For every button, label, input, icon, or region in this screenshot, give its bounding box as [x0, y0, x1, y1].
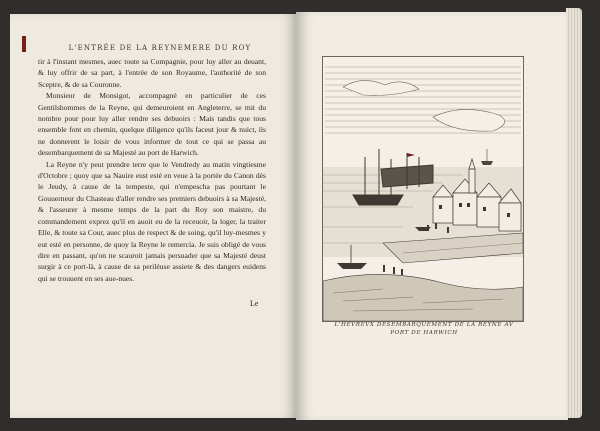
paragraph: La Reyne n'y peut prendre terre que le Vendredy au matin vingtiesme d'Octobre ; quoy que sa Nauire eust esté en veue à la portée du Canon dés le Jeudy, à cause de la tempeste, qui n'empescha pas pourtant le Gouuerneur du Chasteau d'aller rendre ses premiers debuoirs à sa Majesté, & l'asseurer à mesme temps de la part du Roy son maistre, du commandement exprez qu'il en auoit eu de la receuoir, la loger, la traiter Elle, & toute sa Cour, auec plus de respect & de soing, qu'il luy-mesmes y eut esté en personne, de quoy la Reyne le remercia. Je suis obligé de vous dire en passant, qu'on ne scauroit jamais persuader que sa Majesté deust surgir à ce port-là, à cause de sa periléuse assiete & des dangers euidens qui se trouuent en ses aue-nues. — [38, 159, 266, 283]
page-edges — [566, 8, 582, 418]
harbor-engraving — [323, 57, 523, 321]
running-head: L'ENTRÉE DE LA REYNEMERE DU ROY — [68, 44, 252, 52]
paragraph: tir à l'instant mesmes, auec toute sa Compagnie, pour luy aller au deuant, & luy offrir de sa part, à l'entrée de son Royaume, l'authorité de son Sceptre, & de sa Couronne. — [38, 57, 266, 89]
engraving-plate — [322, 56, 524, 322]
catchword: Le — [250, 299, 259, 308]
bookmark-ribbon — [22, 36, 26, 52]
body-text — [38, 56, 266, 284]
paragraph: Monsieur de Monsigot, accompagné en particulier de ces Gentilshommes de la Reyne, qui demeuroient en Angleterre, se mit du nombre pour pour luy aller rendre ses debuoirs : Mais tandis que tous ensemble font en chemin, quelque diligence qu'ils faceut jour & nuict, ils ne donnerent le loisir de vous informer de tout ce qui se passa au desembarquement de sa Majesté au port de Harwich. — [38, 91, 266, 158]
plate-caption: L'HEVREVX DESEMBARQUEMENT DE LA REYNE AV PORT DE HARWICH — [334, 322, 514, 336]
